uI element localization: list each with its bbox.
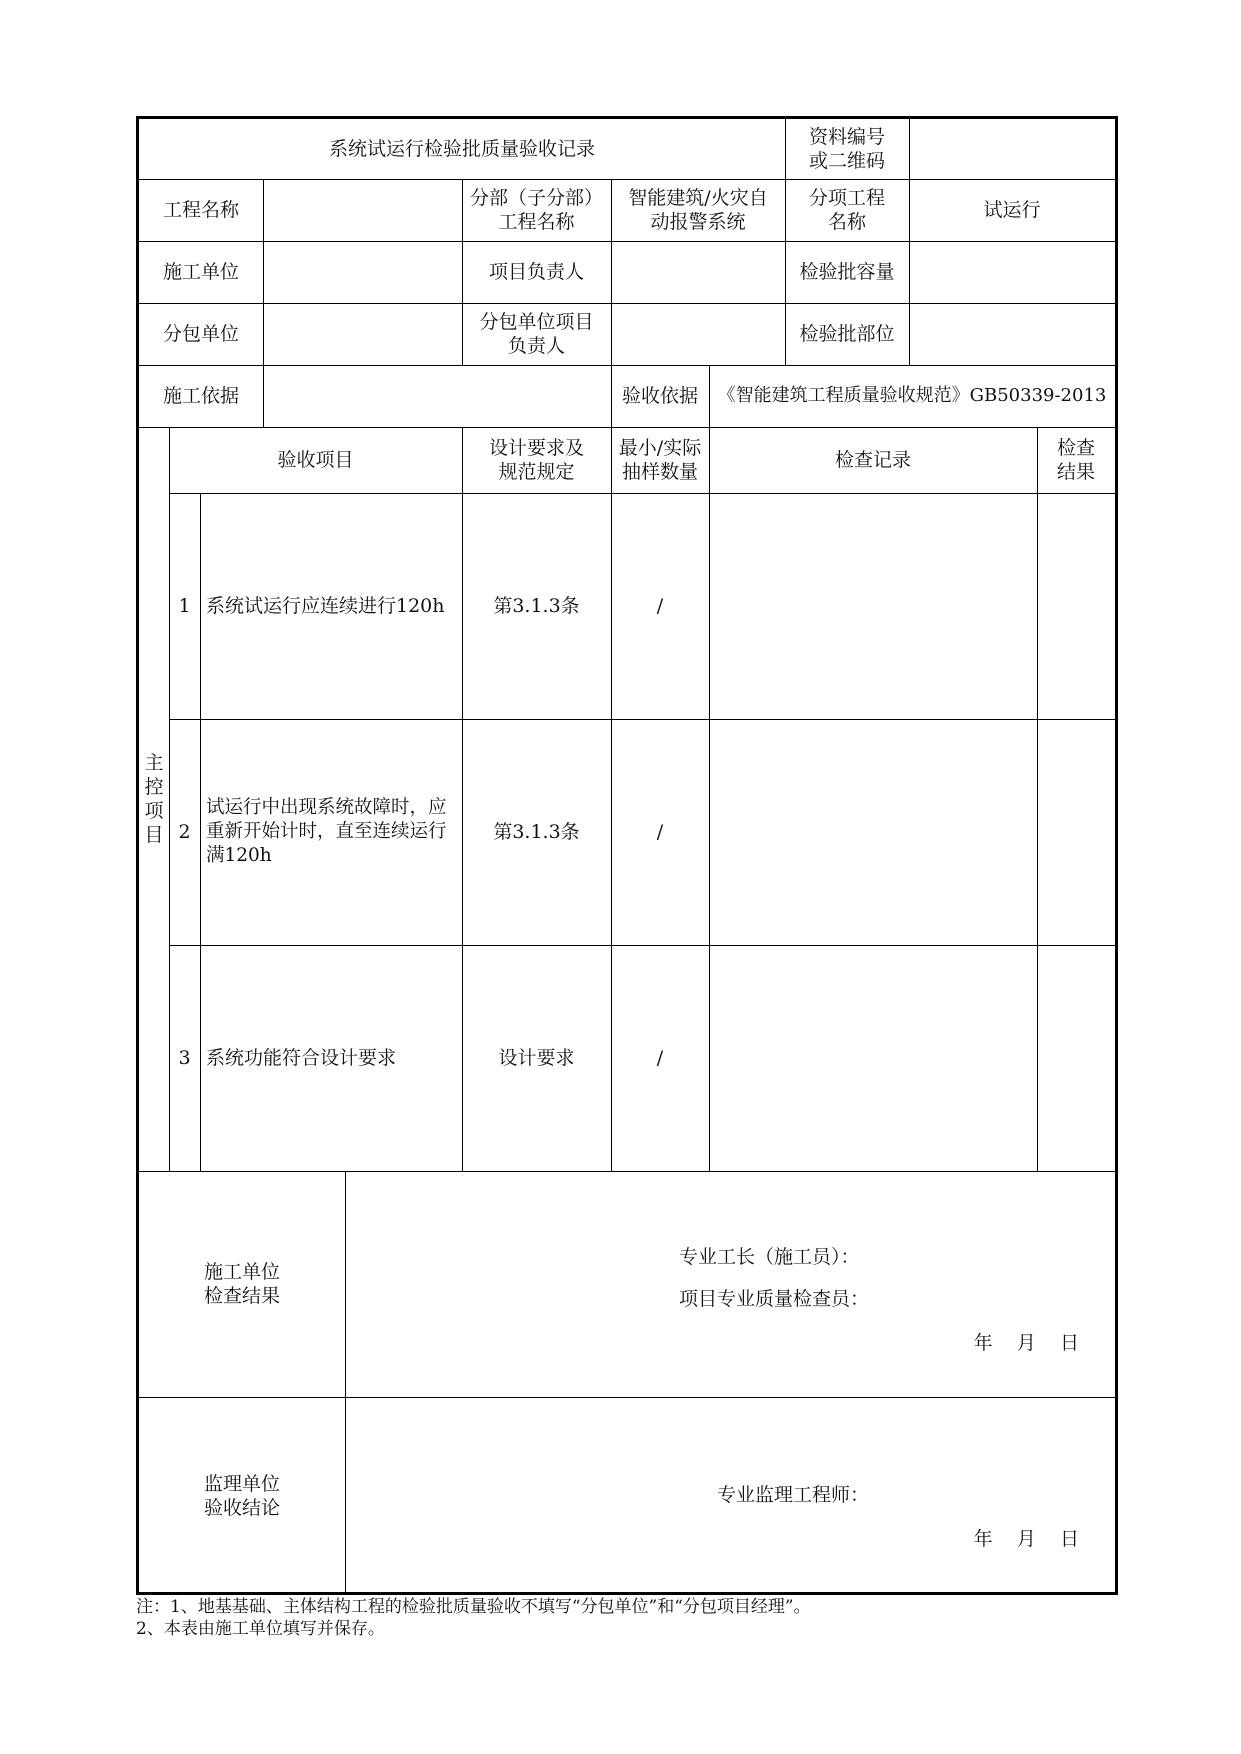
acceptance-basis-label: 验收依据 [621, 385, 698, 407]
row-requirement: 第3.1.3条 [493, 595, 580, 617]
header-requirement: 设计要求及 规范规定 [488, 437, 584, 483]
subcontract-unit-value[interactable] [263, 303, 462, 365]
sub-division-label: 分部（子分部） 工程名称 [469, 187, 603, 233]
row-record[interactable] [709, 719, 1037, 945]
supervision-date: 年 月 日 [973, 1528, 1079, 1550]
batch-location-label: 检验批部位 [799, 323, 895, 345]
construction-unit-value[interactable] [263, 241, 462, 303]
row-result[interactable] [1037, 493, 1115, 719]
footnote-2: 2、本表由施工单位填写并保存。 [136, 1619, 385, 1639]
row-sample: / [656, 595, 664, 617]
rule [345, 1171, 346, 1595]
row-item: 试运行中出现系统故障时，应 重新开始计时，直至连续运行 满120h [206, 797, 447, 866]
footnote-1: 注：1、地基基础、主体结构工程的检验批质量验收不填写“分包单位”和“分包项目经理”。 [136, 1597, 811, 1617]
project-leader-value[interactable] [611, 241, 785, 303]
inspector-signature-label: 项目专业质量检查员： [679, 1288, 870, 1310]
doc-no-label: 资料编号 或二维码 [808, 126, 885, 172]
construction-basis-value[interactable] [263, 365, 611, 427]
sub-division-value: 智能建筑/火灾自 动报警系统 [628, 187, 768, 233]
row-number: 2 [178, 821, 191, 843]
supervision-engineer-label: 专业监理工程师： [717, 1484, 870, 1506]
acceptance-basis-value: 《智能建筑工程质量验收规范》GB50339-2013 [717, 385, 1107, 406]
subcontract-leader-label: 分包单位项目 负责人 [479, 311, 594, 357]
row-sample: / [656, 1047, 664, 1069]
construction-unit-label: 施工单位 [162, 261, 239, 283]
row-number: 3 [178, 1047, 191, 1069]
foreman-signature-label: 专业工长（施工员）： [679, 1246, 860, 1268]
row-result[interactable] [1037, 945, 1115, 1171]
row-result[interactable] [1037, 719, 1115, 945]
construction-check-label: 施工单位 检查结果 [203, 1261, 280, 1307]
item-project-value: 试运行 [983, 199, 1041, 221]
row-item: 系统试运行应连续进行120h [206, 595, 445, 617]
item-project-label: 分项工程 名称 [808, 187, 885, 233]
supervision-label: 监理单位 验收结论 [203, 1473, 280, 1519]
batch-capacity-label: 检验批容量 [799, 261, 895, 283]
main-control-label: 主 控 项 目 [144, 752, 164, 846]
project-name-value[interactable] [263, 179, 462, 241]
construction-check-date: 年 月 日 [973, 1332, 1079, 1354]
row-record[interactable] [709, 945, 1037, 1171]
header-item: 验收项目 [277, 449, 354, 471]
row-requirement: 设计要求 [498, 1047, 575, 1069]
doc-no-value[interactable] [909, 119, 1115, 179]
row-item: 系统功能符合设计要求 [206, 1047, 397, 1069]
row-record[interactable] [709, 493, 1037, 719]
row-requirement: 第3.1.3条 [493, 821, 580, 843]
header-result: 检查 结果 [1056, 437, 1095, 483]
acceptance-record-form [136, 116, 1118, 1595]
form-title: 系统试运行检验批质量验收记录 [328, 138, 595, 160]
row-number: 1 [178, 595, 191, 617]
project-leader-label: 项目负责人 [488, 261, 584, 283]
subcontract-leader-value[interactable] [611, 303, 785, 365]
project-name-label: 工程名称 [162, 199, 239, 221]
batch-capacity-value[interactable] [909, 241, 1115, 303]
construction-basis-label: 施工依据 [162, 385, 239, 407]
row-sample: / [656, 821, 664, 843]
subcontract-unit-label: 分包单位 [162, 323, 239, 345]
header-record: 检查记录 [834, 449, 911, 471]
header-sample: 最小/实际 抽样数量 [618, 437, 702, 483]
batch-location-value[interactable] [909, 303, 1115, 365]
